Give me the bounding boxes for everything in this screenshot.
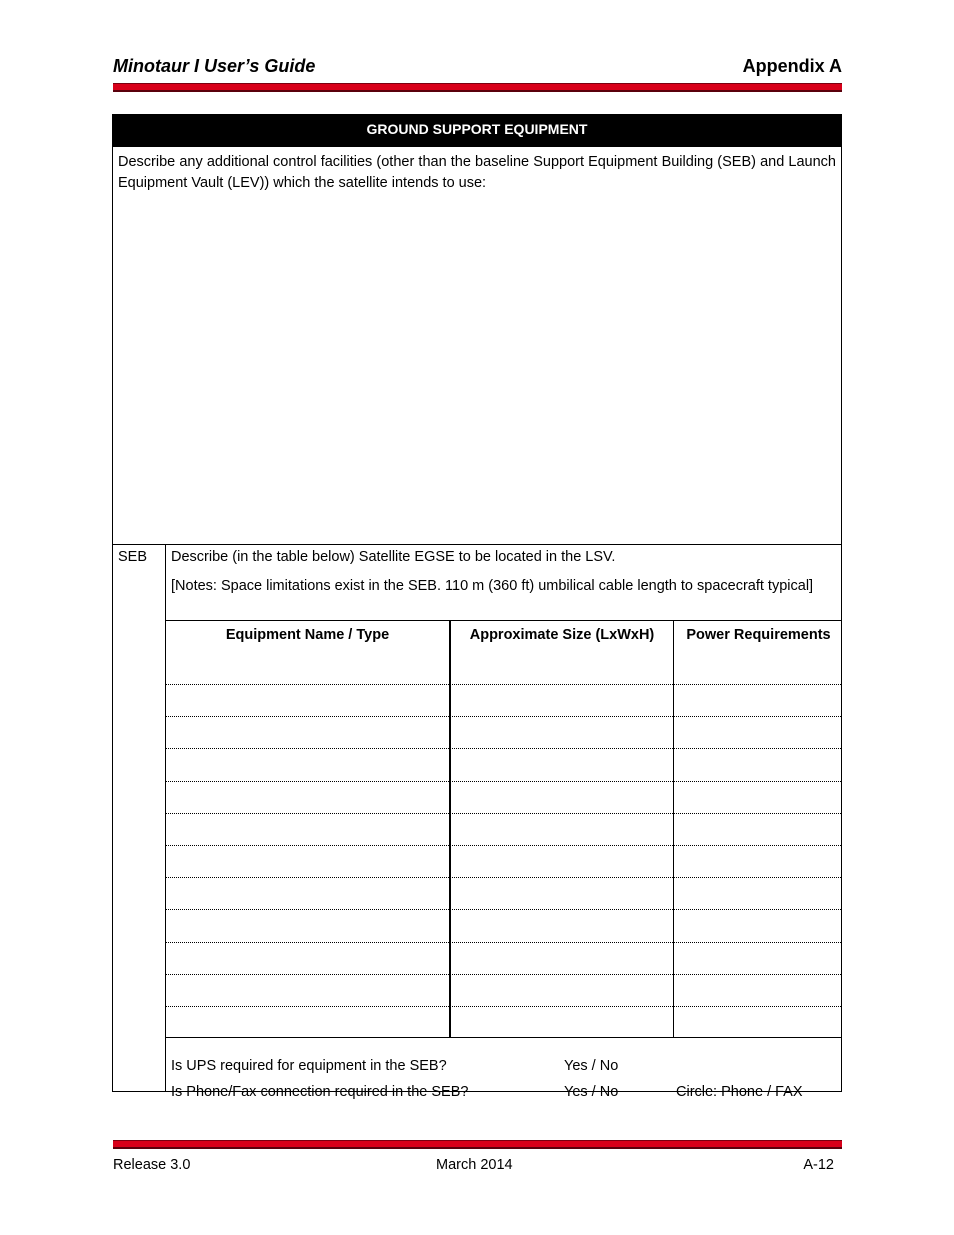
additional-facilities-field[interactable] bbox=[113, 147, 841, 545]
table-row[interactable] bbox=[166, 716, 841, 748]
additional-facilities-prompt: Describe any additional control facilities (other than the baseline Support Equipment Building (SEB) and Launch Equipment Vault (LEV)) which the satellite intends to use: bbox=[118, 154, 836, 191]
header-title: Minotaur I User’s Guide bbox=[113, 56, 316, 76]
seb-label: SEB bbox=[113, 545, 166, 1091]
table-row[interactable] bbox=[166, 748, 841, 780]
ups-question-text: Is UPS required for equipment in the SEB? bbox=[171, 1058, 447, 1074]
phone-fax-circle[interactable]: Circle: Phone / FAX bbox=[676, 1084, 803, 1100]
phone-fax-yes-no[interactable]: Yes / No bbox=[564, 1084, 619, 1100]
equipment-table bbox=[166, 620, 841, 1038]
seb-section bbox=[166, 545, 841, 1100]
table-row[interactable] bbox=[166, 877, 841, 909]
footer-page: A-12 bbox=[803, 1157, 834, 1173]
table-row[interactable] bbox=[166, 974, 841, 1006]
table-row[interactable] bbox=[166, 813, 841, 845]
table-row[interactable] bbox=[166, 909, 841, 941]
table-row[interactable] bbox=[166, 1006, 841, 1038]
table-row[interactable] bbox=[166, 845, 841, 877]
footer-date: March 2014 bbox=[436, 1157, 513, 1173]
footer-release: Release 3.0 bbox=[113, 1157, 191, 1173]
footer-red-bar bbox=[113, 1140, 842, 1149]
header-section: Appendix A bbox=[742, 56, 842, 76]
table-row[interactable] bbox=[166, 684, 841, 716]
ups-yes-no[interactable]: Yes / No bbox=[564, 1058, 619, 1074]
seb-instruction: Describe (in the table below) Satellite EGSE to be located in the LSV. bbox=[171, 549, 616, 565]
gse-form bbox=[112, 114, 842, 1100]
column-header-approximate-size: Approximate Size (LxWxH) bbox=[469, 627, 655, 643]
form-title: GROUND SUPPORT EQUIPMENT bbox=[113, 115, 841, 147]
table-row[interactable] bbox=[166, 781, 841, 813]
phone-fax-question-text: Is Phone/Fax connection required in the SEB? bbox=[171, 1084, 469, 1100]
column-header-equipment-name: Equipment Name / Type bbox=[225, 627, 390, 643]
header-red-bar bbox=[113, 83, 842, 92]
column-header-power-requirements: Power Requirements bbox=[686, 627, 831, 643]
table-row[interactable] bbox=[166, 942, 841, 974]
seb-notes: [Notes: Space limitations exist in the SEB. 110 m (360 ft) umbilical cable length to spacecraft typical] bbox=[171, 578, 814, 594]
